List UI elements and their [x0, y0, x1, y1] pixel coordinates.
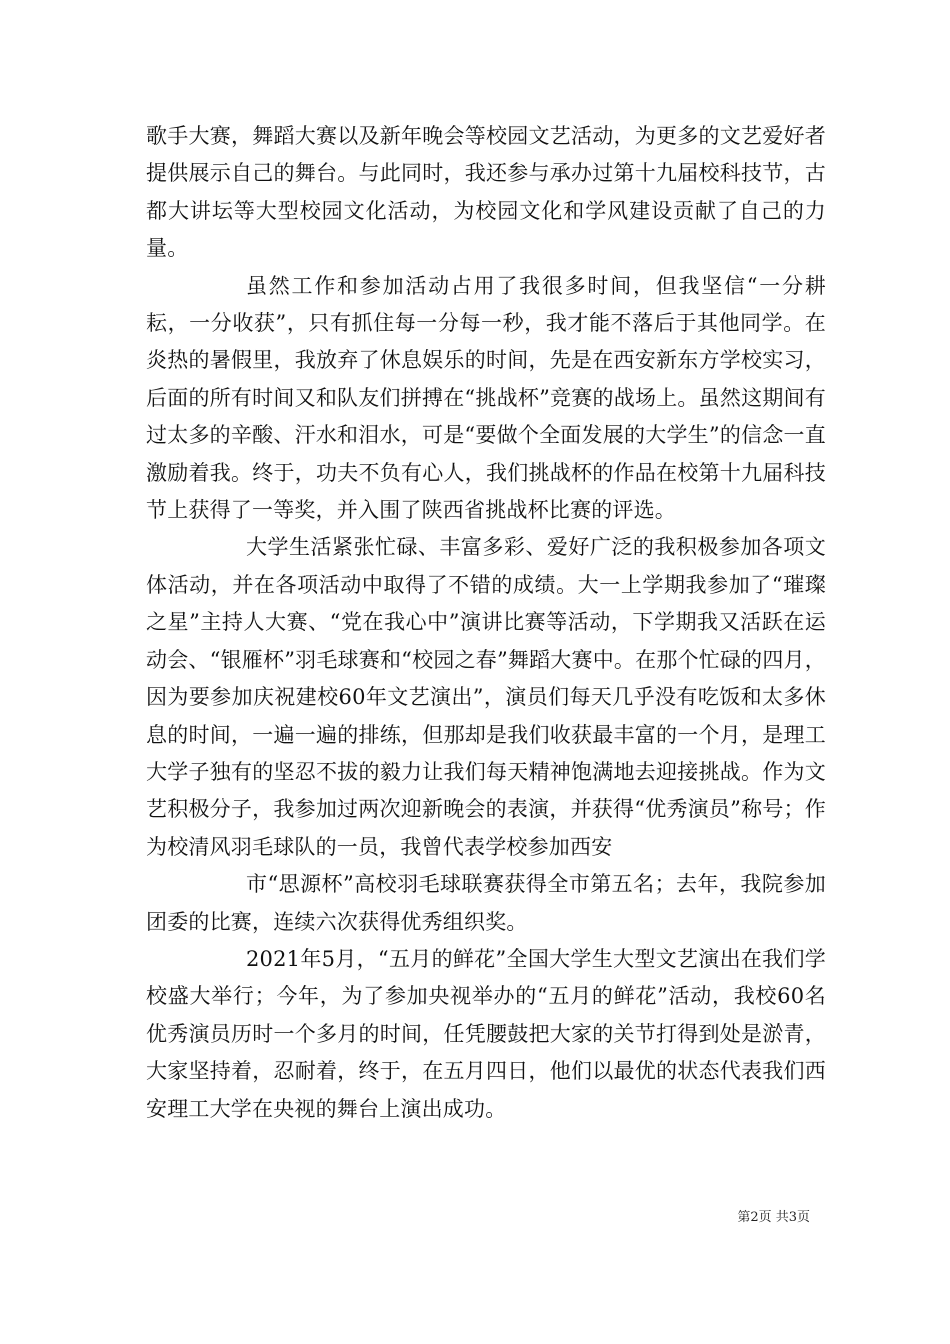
document-body: [146, 118, 826, 1128]
paragraph-1: 歌手大赛，舞蹈大赛以及新年晚会等校园文艺活动，为更多的文艺爱好者提供展示自己的舞台。与此同时，我还参与承办过第十九届校科技节，古都大讲坛等大型校园文化活动，为校园文化和学风建设贡献了自己的力量。: [146, 124, 826, 261]
paragraph-3: 大学生活紧张忙碌、丰富多彩、爱好广泛的我积极参加各项文体活动，并在各项活动中取得了不错的成绩。大一上学期我参加了“璀璨之星”主持人大赛、“党在我心中”演讲比赛等活动，下学期我又活跃在运动会、“银雁杯”羽毛球赛和“校园之春”舞蹈大赛中。在那个忙碌的四月，因为要参加庆祝建校60年文艺演出”，演员们每天几乎没有吃饭和太多休息的时间，一遍一遍的排练，但那却是我们收获最丰富的一个月，是理工大学子独有的坚忍不拔的毅力让我们每天精神饱满地去迎接挑战。作为文艺积极分子，我参加过两次迎新晚会的表演，并获得“优秀演员”称号；作为校清风羽毛球队的一员，我曾代表学校参加西安: [146, 535, 826, 859]
page-number-footer: 第2页 共3页: [737, 1210, 810, 1225]
paragraph-4: 市“思源杯”高校羽毛球联赛获得全市第五名；去年，我院参加团委的比赛，连续六次获得优秀组织奖。: [146, 872, 826, 934]
paragraph-5: 2021年5月，“五月的鲜花”全国大学生大型文艺演出在我们学校盛大举行；今年，为了参加央视举办的“五月的鲜花”活动，我校60名优秀演员历时一个多月的时间，任凭腰鼓把大家的关节打得到处是淤青，大家坚持着，忍耐着，终于，在五月四日，他们以最优的状态代表我们西安理工大学在央视的舞台上演出成功。: [146, 946, 826, 1121]
paragraph-2: 虽然工作和参加活动占用了我很多时间，但我坚信“一分耕耘，一分收获”，只有抓住每一分每一秒，我才能不落后于其他同学。在炎热的暑假里，我放弃了休息娱乐的时间，先是在西安新东方学校实习，后面的所有时间又和队友们拼搏在“挑战杯”竞赛的战场上。虽然这期间有过太多的辛酸、汗水和泪水，可是“要做个全面发展的大学生”的信念一直激励着我。终于，功夫不负有心人，我们挑战杯的作品在校第十九届科技节上获得了一等奖，并入围了陕西省挑战杯比赛的评选。: [146, 273, 826, 523]
